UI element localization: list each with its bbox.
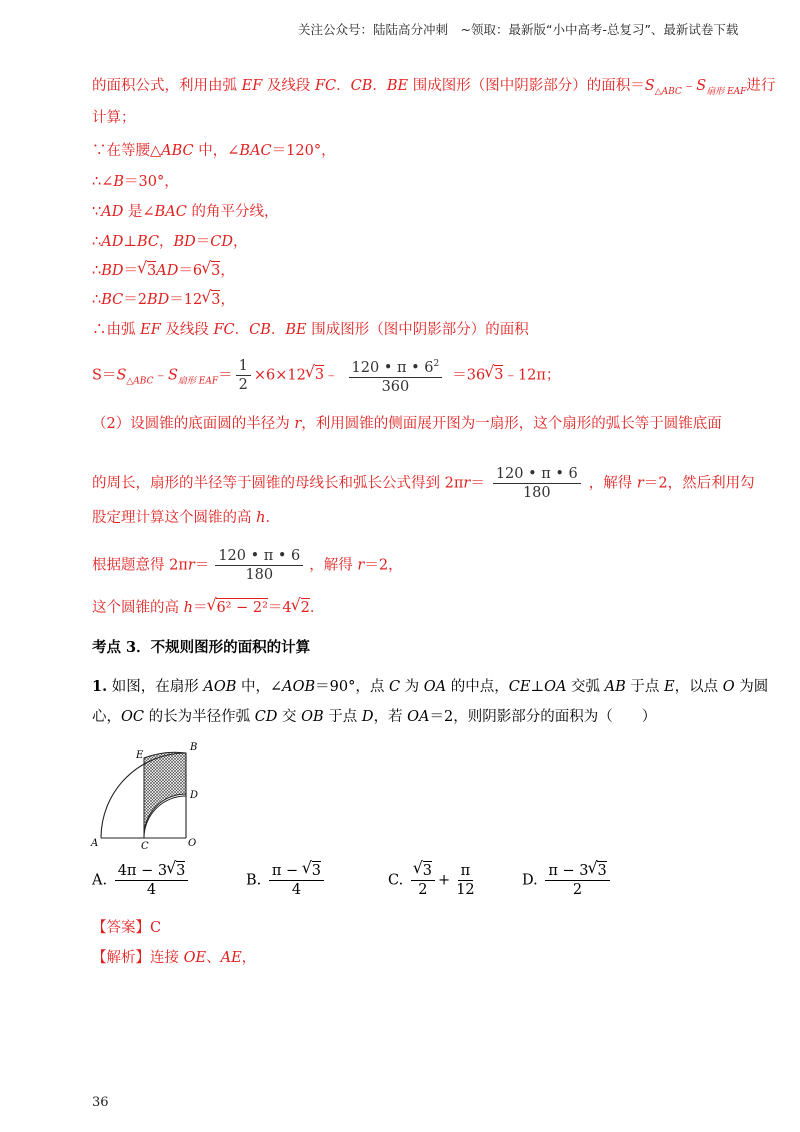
solution-line-2: 计算； <box>92 110 136 126</box>
text: ﹣12π； <box>503 367 561 384</box>
text: CB <box>350 78 373 94</box>
page-number: 36 <box>92 1095 109 1110</box>
text: ，解得 <box>588 475 637 492</box>
text: 3 <box>147 263 157 279</box>
text: 的长为半径作弧 <box>143 709 255 725</box>
text: ＝ <box>192 600 208 616</box>
text: AE <box>220 950 242 966</box>
text: BC <box>101 292 124 308</box>
text: ＝90°，点 <box>315 679 389 695</box>
text: 12 <box>456 882 475 898</box>
text: 交 <box>277 709 302 725</box>
text: AD <box>156 263 179 279</box>
text: 中，∠ <box>236 679 283 695</box>
solution-line-1 <box>92 76 775 102</box>
option-fraction <box>115 863 189 898</box>
solution-part2-line-4 <box>92 548 403 583</box>
text: 2 <box>572 882 583 898</box>
section-title: 考点 3．不规则图形的面积的计算 <box>92 639 311 656</box>
text: 于点 <box>323 709 362 725</box>
text: C <box>388 679 401 695</box>
option-fraction <box>269 863 324 898</box>
text: ﹣ <box>324 367 339 384</box>
text: ， <box>241 950 257 966</box>
text: BE <box>386 78 409 94</box>
text: ∵ <box>92 204 102 220</box>
solution-line-6 <box>92 232 248 252</box>
text: 3 <box>422 863 433 879</box>
text: r <box>294 416 302 432</box>
text: S <box>116 367 127 384</box>
text: 、 <box>206 950 221 966</box>
text: ＝ <box>194 557 210 574</box>
text: ＝2，然后利用勾 <box>643 475 755 492</box>
option-letter: D. <box>522 872 538 889</box>
option-A[interactable] <box>92 863 191 898</box>
answer-label: 【答案】 <box>92 920 150 936</box>
label-A: A <box>91 838 99 849</box>
text: ∴ <box>92 263 102 279</box>
sqrt <box>588 863 606 879</box>
solution-part2-line-2 <box>92 466 755 501</box>
text: 进行 <box>746 78 776 94</box>
text: 120 • π • 6 <box>493 466 581 484</box>
text: 根据题意得 2π <box>92 557 188 574</box>
text: 及线段 <box>262 78 315 94</box>
text: AOB <box>203 679 237 695</box>
text: BD <box>147 292 170 308</box>
text: ， <box>233 234 248 250</box>
text: ⊥ <box>123 234 137 250</box>
text: π − <box>271 863 303 879</box>
text: 6² − 2² <box>216 600 268 616</box>
sqrt <box>167 863 185 879</box>
label-E: E <box>136 750 144 761</box>
text: ∴ <box>92 292 102 308</box>
sqrt <box>485 358 503 392</box>
text: CD <box>210 234 234 250</box>
text: S <box>644 78 655 94</box>
text: 3 <box>211 292 221 308</box>
text: ﹣ <box>681 78 697 94</box>
text: △ABC <box>126 376 154 387</box>
text: 中，∠ <box>193 143 240 159</box>
text: BAC <box>154 204 187 220</box>
text: 连接 <box>150 950 184 966</box>
text: EF <box>140 322 161 338</box>
text: 为 <box>400 679 424 695</box>
text: BE <box>285 322 307 338</box>
text: 4 <box>291 882 302 898</box>
text: OC <box>121 709 144 725</box>
text: 180 <box>522 485 551 501</box>
solution-line-4 <box>92 172 179 192</box>
text: OA <box>544 679 567 695</box>
page-header: 关注公众号：陆陆高分冲刺 ~领取：最新版“小中高考-总复习”、最新试卷下载 <box>298 22 739 37</box>
text: FC <box>213 322 235 338</box>
text: π <box>458 863 474 881</box>
text: 这个圆锥的高 <box>92 600 184 616</box>
solution-line-7 <box>92 261 235 281</box>
solution-line-3 <box>92 141 336 161</box>
text: OA <box>407 709 430 725</box>
text: 3 <box>311 863 322 879</box>
text: ×6×12 <box>253 367 306 384</box>
text: ＝2， <box>364 557 403 574</box>
text: ＝ <box>470 475 485 492</box>
text: ． <box>270 322 286 338</box>
text: ＝36 <box>452 367 486 384</box>
text: 4 <box>146 882 157 898</box>
text: ， <box>220 263 235 279</box>
text: 3 <box>176 863 186 879</box>
text: ＝12 <box>169 292 203 308</box>
sqrt <box>202 261 220 281</box>
text: 及线段 <box>160 322 214 338</box>
text: r <box>357 557 365 574</box>
text: ∴ <box>92 234 102 250</box>
answer-line <box>92 918 161 938</box>
text: r <box>636 475 644 492</box>
solution-part2-line-5 <box>92 598 324 618</box>
text: （2）设圆锥的底面圆的半径为 <box>92 416 295 432</box>
text: ABC <box>161 143 194 159</box>
text: 的中点， <box>446 679 509 695</box>
text: ﹣ <box>153 367 168 384</box>
text: 是∠ <box>123 204 155 220</box>
text: ∴由弧 <box>92 322 141 338</box>
text: FC <box>314 78 337 94</box>
sqrt <box>202 290 220 310</box>
text: CE <box>508 679 531 695</box>
text: 的面积公式，利用由弧 <box>92 78 242 94</box>
text: ，利用圆锥的侧面展开图为一扇形，这个扇形的弧长等于圆锥底面 <box>301 416 722 432</box>
text: 3 <box>494 367 504 384</box>
label-C: C <box>141 841 149 850</box>
text: h <box>183 600 193 616</box>
text: ，以点 <box>674 679 723 695</box>
text: 如图，在扇形 <box>107 679 204 695</box>
text: S＝ <box>92 367 117 384</box>
text: 扇形 EAF <box>706 86 747 97</box>
text: 心， <box>92 709 121 725</box>
text: ＝4 <box>267 600 292 616</box>
text: ． <box>265 510 280 526</box>
text: ＝30°， <box>124 174 179 190</box>
text <box>269 863 324 881</box>
text: ． <box>234 322 250 338</box>
solution-line-9 <box>92 320 529 340</box>
label-O: O <box>188 838 197 849</box>
option-fraction-2 <box>453 863 477 898</box>
text: OA <box>423 679 447 695</box>
text: 2 <box>433 359 440 369</box>
option-C[interactable] <box>388 863 481 898</box>
text: CB <box>249 322 271 338</box>
text: 2 <box>418 882 428 898</box>
text: BD <box>101 263 124 279</box>
text: ＝ <box>218 367 233 384</box>
text: ＝120°， <box>271 143 336 159</box>
sqrt <box>306 358 324 392</box>
option-B[interactable] <box>246 863 327 898</box>
text <box>545 863 609 881</box>
question-line-1 <box>92 677 768 697</box>
sqrt <box>303 863 321 879</box>
text: B <box>113 174 125 190</box>
text <box>349 356 443 378</box>
text: + <box>438 872 451 889</box>
text: 于点 <box>625 679 665 695</box>
text: 3 <box>211 263 221 279</box>
text: 股定理计算这个圆锥的高 <box>92 510 257 526</box>
text: O <box>722 679 735 695</box>
text: BC <box>136 234 160 250</box>
text: r <box>187 557 195 574</box>
solution-line-8 <box>92 290 235 310</box>
text <box>411 863 435 881</box>
label-B: B <box>190 742 198 753</box>
sqrt <box>138 261 156 281</box>
text: ，解得 <box>309 557 358 574</box>
text: 围成图形（图中阴影部分）的面积＝ <box>408 78 645 94</box>
answer-value: C <box>150 920 162 936</box>
solution-line-5 <box>92 202 278 222</box>
sqrt <box>414 863 432 879</box>
text: AD <box>101 234 124 250</box>
text: 180 <box>245 567 274 583</box>
text: ＝2，则阴影部分的面积为（ ） <box>429 709 657 725</box>
text: BD <box>173 234 196 250</box>
sqrt <box>292 598 310 618</box>
text: 为圆 <box>734 679 769 695</box>
text: E <box>664 679 675 695</box>
analysis-label: 【解析】 <box>92 950 150 966</box>
text: AB <box>604 679 626 695</box>
text: 3 <box>314 367 325 384</box>
text: S <box>167 367 178 384</box>
text: 120 • π • 6 <box>215 548 303 566</box>
solution-formula-S <box>92 356 560 398</box>
text: 120 • π • 6 <box>351 359 434 376</box>
text: ＝6 <box>178 263 203 279</box>
solution-part2-line-1 <box>92 414 722 434</box>
text: 扇形 EAF <box>177 376 219 387</box>
text: 2 <box>300 600 310 616</box>
text: 围成图形（图中阴影部分）的面积 <box>306 322 529 338</box>
label-D: D <box>190 790 199 801</box>
text: ． <box>309 600 325 616</box>
shaded-region <box>144 752 186 838</box>
question-number: 1. <box>92 678 108 695</box>
sector-figure <box>88 738 208 850</box>
question-line-2 <box>92 707 656 727</box>
text: π − 3 <box>548 863 589 879</box>
option-letter: A. <box>92 872 108 889</box>
text: AOB <box>282 679 316 695</box>
option-D[interactable] <box>522 863 613 898</box>
fraction-arc <box>215 548 303 583</box>
text: ， <box>220 292 235 308</box>
text: OE <box>183 950 207 966</box>
text: ． <box>372 78 387 94</box>
text: ∴∠ <box>92 174 114 190</box>
text: 3 <box>597 863 607 879</box>
option-letter: C. <box>388 872 404 889</box>
text <box>115 863 189 881</box>
text: r <box>463 475 471 492</box>
text: 的角平分线， <box>186 204 279 220</box>
text: 2 <box>238 376 248 393</box>
fraction-half <box>236 358 251 393</box>
text: ⊥ <box>530 679 545 695</box>
text: ＝ <box>195 234 211 250</box>
text: EF <box>241 78 263 94</box>
text: ＝ <box>123 263 139 279</box>
text: AD <box>101 204 124 220</box>
option-fraction-1 <box>411 863 435 898</box>
analysis-line <box>92 948 256 968</box>
text: 1 <box>236 358 251 376</box>
option-fraction <box>545 863 609 898</box>
text: BAC <box>239 143 272 159</box>
text: 4π − 3 <box>117 863 168 879</box>
sqrt <box>207 598 267 618</box>
text: ，若 <box>373 709 408 725</box>
text: 交弧 <box>566 679 605 695</box>
solution-part2-line-3 <box>92 508 280 528</box>
text: ∵在等腰△ <box>92 143 162 159</box>
text: h <box>256 510 266 526</box>
fraction-sector <box>349 356 443 395</box>
text: D <box>361 709 374 725</box>
fraction-arc <box>493 466 581 501</box>
text: CD <box>254 709 278 725</box>
text: △ABC <box>654 86 682 97</box>
text: 360 <box>381 378 410 395</box>
text: S <box>696 78 707 94</box>
text: ， <box>159 234 174 250</box>
option-letter: B. <box>246 872 262 889</box>
text: 的周长，扇形的半径等于圆锥的母线长和弧长公式得到 2π <box>92 475 464 492</box>
text: ． <box>336 78 351 94</box>
text: OB <box>301 709 324 725</box>
text: ＝2 <box>123 292 147 308</box>
